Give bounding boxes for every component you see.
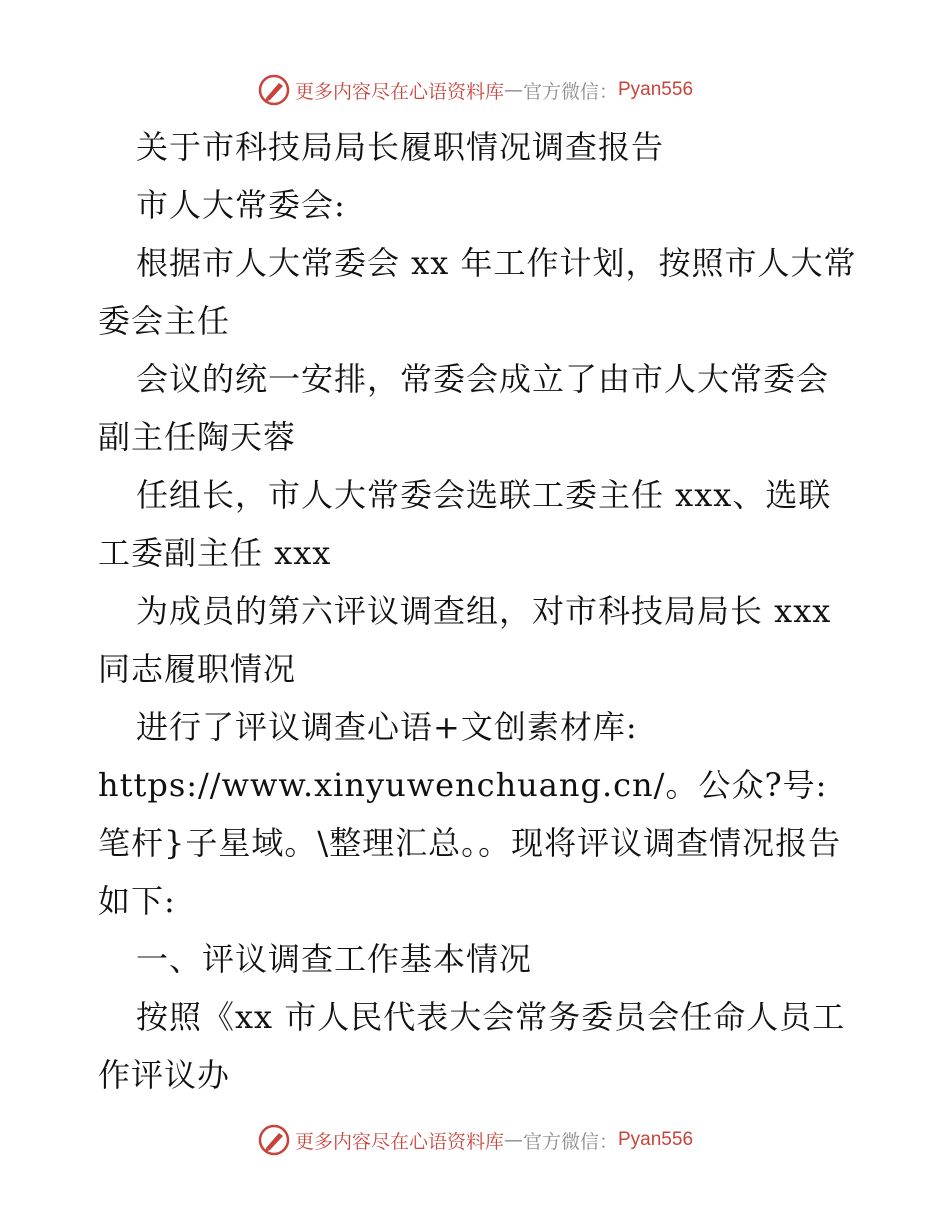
section-heading: 一、评议调查工作基本情况 <box>136 940 533 978</box>
paragraph: 会议的统一安排，常委会成立了由市人大常委会副主任陶天蓉 <box>98 360 830 456</box>
paragraph: 为成员的第六评议调查组，对市科技局局长 xxx 同志履职情况 <box>98 592 832 688</box>
document-body <box>98 118 858 1104</box>
header-banner <box>0 70 950 110</box>
pen-logo-icon <box>257 73 291 107</box>
document-salutation: 市人大常委会: <box>136 186 346 224</box>
header-wechat-id: Pyan556 <box>618 79 694 100</box>
footer-wechat-id: Pyan556 <box>618 1129 694 1150</box>
paragraph: 按照《xx 市人民代表大会常务委员会任命人员工作评议办 <box>98 998 846 1094</box>
header-separator: — <box>503 79 523 101</box>
paragraph: 进行了评议调查心语+文创素材库: https://www.xinyuwenchuang.cn/。公众?号: 笔杆}子星域。\整理汇总。。现将评议调查情况报告如下: <box>98 708 842 920</box>
document-title: 关于市科技局局长履职情况调查报告 <box>136 128 665 166</box>
footer-separator: — <box>503 1129 523 1151</box>
header-official-label: 官方微信： <box>522 80 618 103</box>
paragraph: 任组长，市人大常委会选联工委主任 xxx、选联工委副主任 xxx <box>98 476 832 572</box>
footer-banner <box>0 1120 950 1160</box>
footer-brand-text: 更多内容尽在心语资料库 <box>294 1130 504 1153</box>
paragraph: 根据市人大常委会 xx 年工作计划，按照市人大常委会主任 <box>98 244 857 340</box>
footer-official-label: 官方微信： <box>522 1130 618 1153</box>
pen-logo-icon <box>257 1123 291 1157</box>
header-brand-text: 更多内容尽在心语资料库 <box>294 80 504 103</box>
